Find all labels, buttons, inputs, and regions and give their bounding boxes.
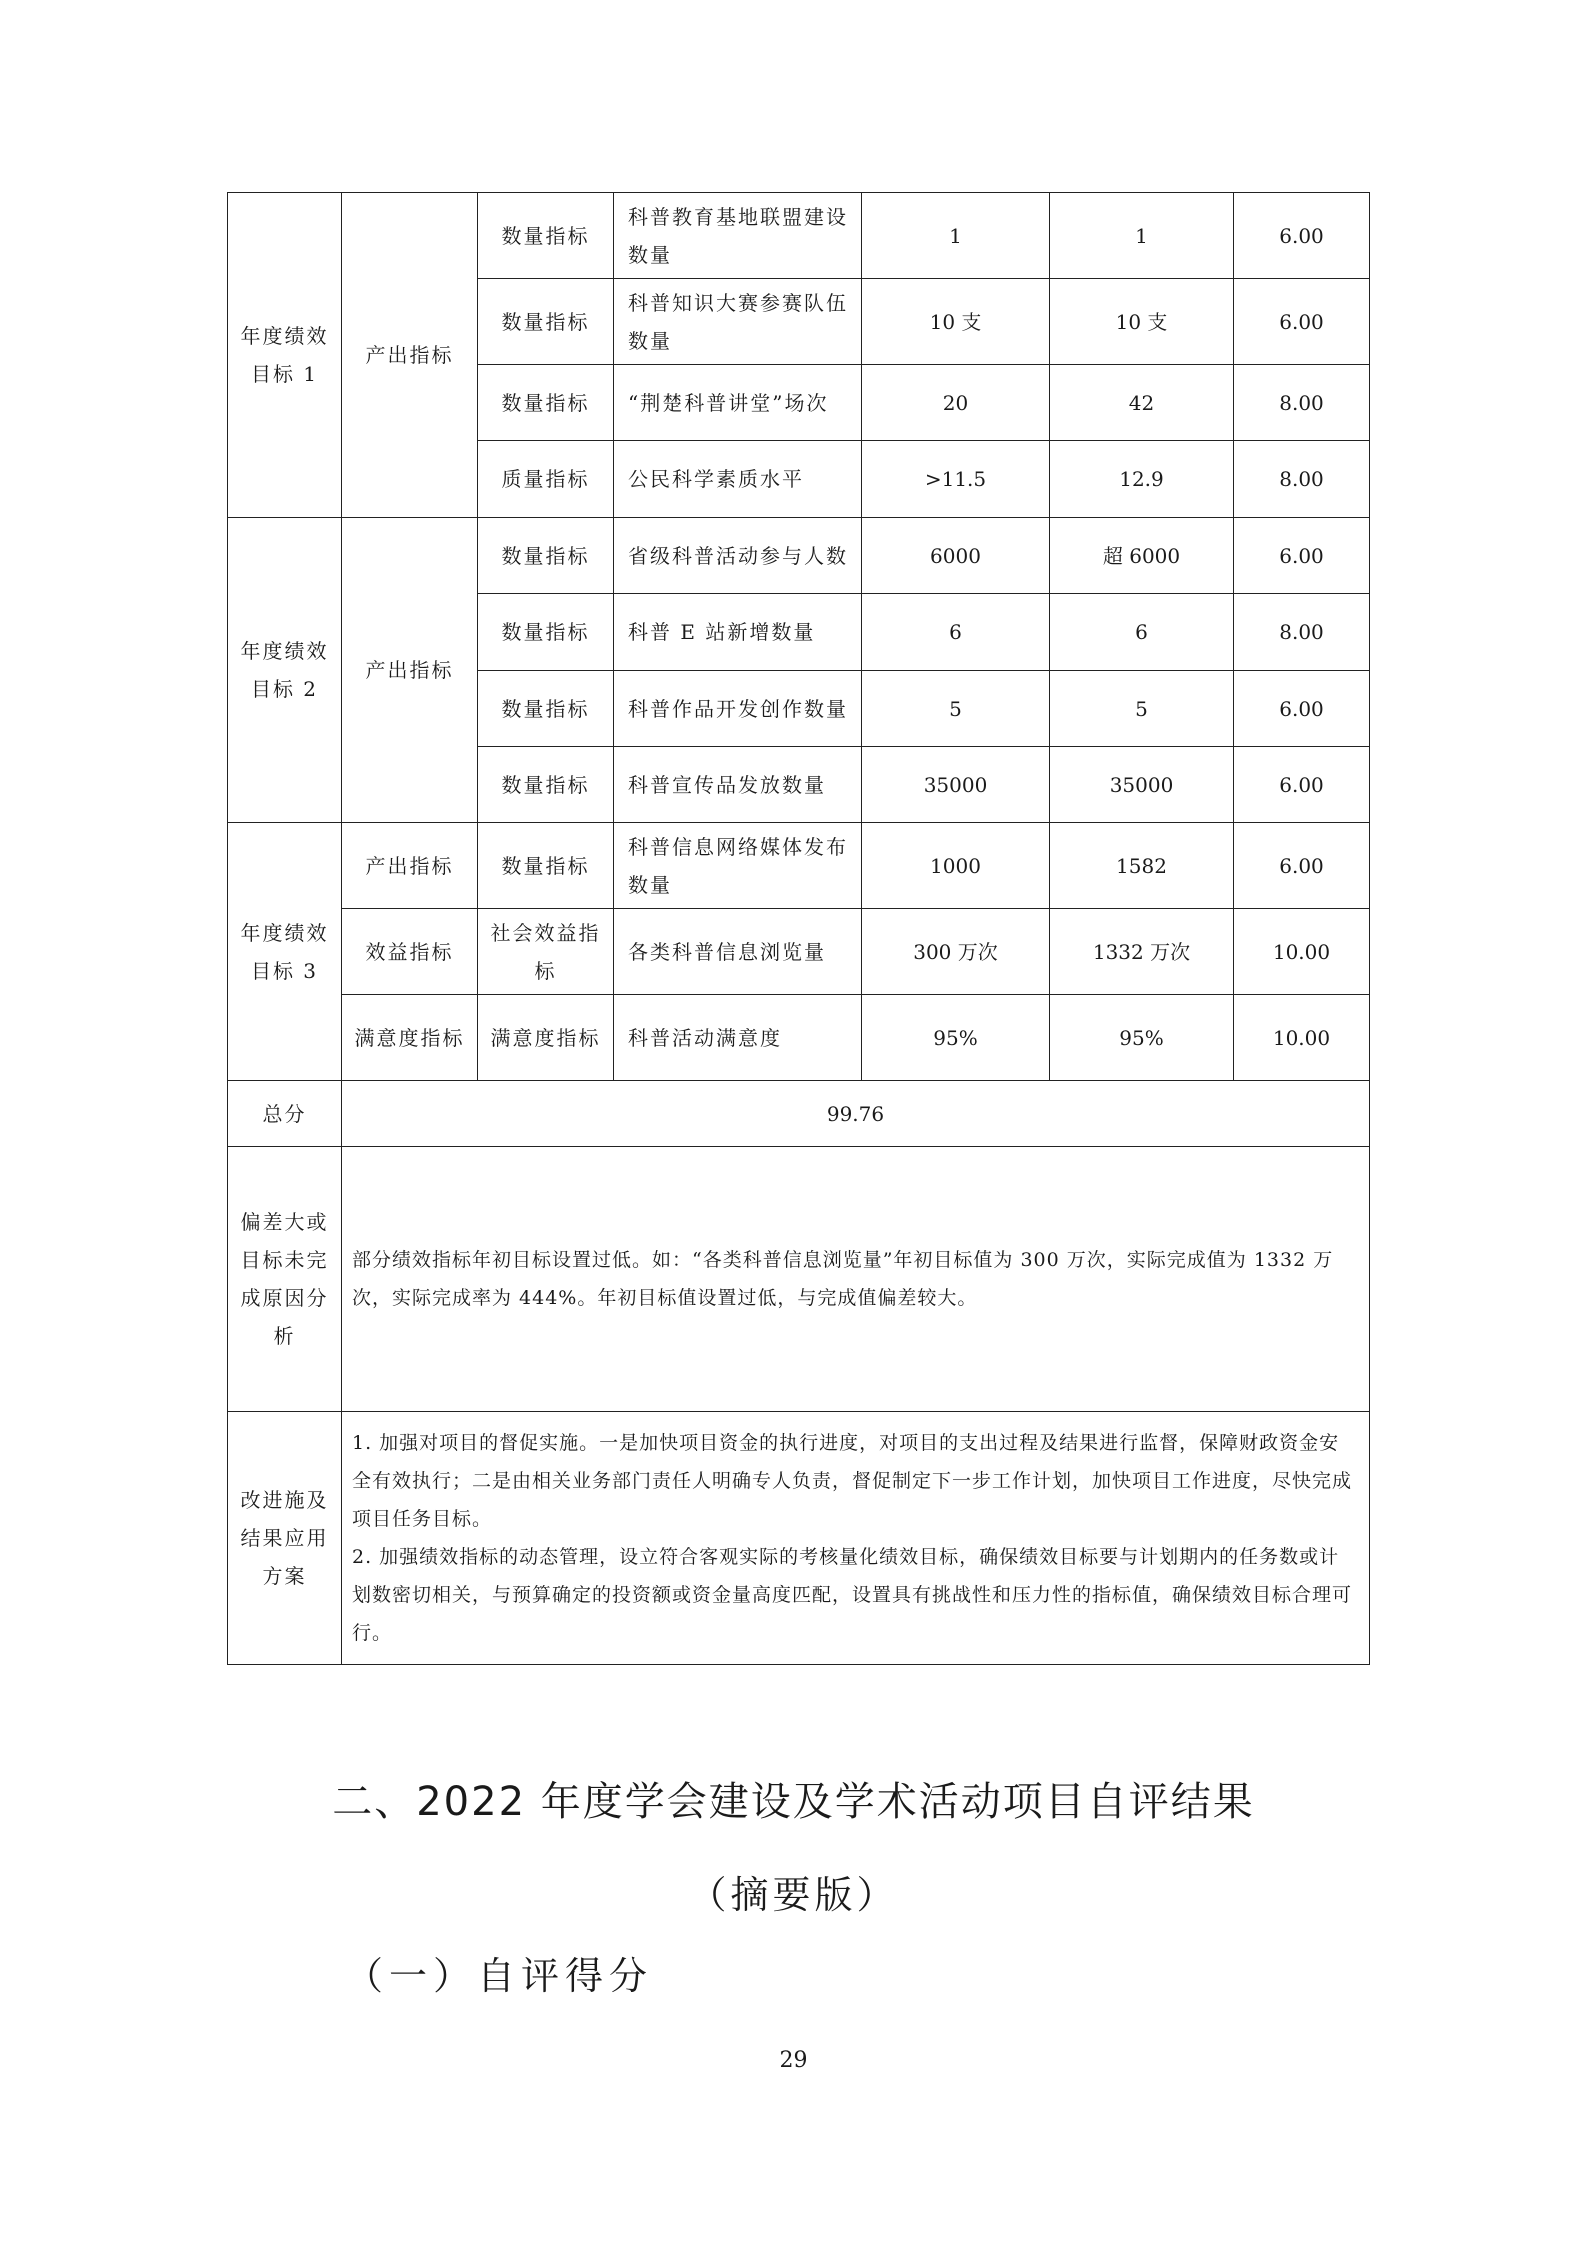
level2-indicator: 数量指标 <box>478 823 614 909</box>
page-number: 29 <box>779 2048 808 2073</box>
score-value: 6.00 <box>1234 193 1370 279</box>
target-value: 300 万次 <box>862 909 1050 995</box>
improvement-row <box>228 1412 1370 1665</box>
actual-value: 超 6000 <box>1050 518 1234 594</box>
indicator-name: 科普作品开发创作数量 <box>614 671 862 747</box>
actual-value: 10 支 <box>1050 279 1234 365</box>
improvement-label: 改进施及结果应用方案 <box>228 1412 342 1665</box>
actual-value: 12.9 <box>1050 441 1234 518</box>
level1-indicator: 产出指标 <box>342 193 478 518</box>
indicator-name: “荆楚科普讲堂”场次 <box>614 365 862 441</box>
indicator-name: 科普宣传品发放数量 <box>614 747 862 823</box>
level1-indicator: 效益指标 <box>342 909 478 995</box>
deviation-text: 部分绩效指标年初目标设置过低。如：“各类科普信息浏览量”年初目标值为 300 万次，实际完成值为 1332 万次，实际完成率为 444%。年初目标值设置过低，与完成值偏差较大。 <box>342 1147 1370 1412</box>
score-value: 8.00 <box>1234 594 1370 671</box>
deviation-label: 偏差大或目标未完成原因分析 <box>228 1147 342 1412</box>
level2-indicator: 数量指标 <box>478 279 614 365</box>
level2-indicator: 满意度指标 <box>478 995 614 1081</box>
score-value: 10.00 <box>1234 909 1370 995</box>
level2-indicator: 数量指标 <box>478 365 614 441</box>
actual-value: 6 <box>1050 594 1234 671</box>
level2-indicator: 社会效益指标 <box>478 909 614 995</box>
improvement-text <box>342 1412 1370 1665</box>
level2-indicator: 数量指标 <box>478 518 614 594</box>
level1-indicator: 产出指标 <box>342 518 478 823</box>
total-value: 99.76 <box>342 1081 1370 1147</box>
level2-indicator: 数量指标 <box>478 193 614 279</box>
total-row <box>228 1081 1370 1147</box>
level2-indicator: 数量指标 <box>478 594 614 671</box>
actual-value: 5 <box>1050 671 1234 747</box>
indicator-name: 科普信息网络媒体发布数量 <box>614 823 862 909</box>
score-value: 6.00 <box>1234 279 1370 365</box>
goal-label: 年度绩效目标 1 <box>228 193 342 518</box>
total-label: 总分 <box>228 1081 342 1147</box>
actual-value: 95% <box>1050 995 1234 1081</box>
target-value: 10 支 <box>862 279 1050 365</box>
table-row <box>228 518 1370 594</box>
level2-indicator: 数量指标 <box>478 747 614 823</box>
improvement-paragraph-1: 1. 加强对项目的督促实施。一是加快项目资金的执行进度，对项目的支出过程及结果进行监督，保障财政资金安全有效执行；二是由相关业务部门责任人明确专人负责，督促制定下一步工作计划，加快项目工作进度，尽快完成项目任务目标。 <box>352 1432 1353 1530</box>
target-value: 1000 <box>862 823 1050 909</box>
score-value: 6.00 <box>1234 823 1370 909</box>
indicator-name: 科普教育基地联盟建设数量 <box>614 193 862 279</box>
actual-value: 1332 万次 <box>1050 909 1234 995</box>
level1-indicator: 满意度指标 <box>342 995 478 1081</box>
target-value: 6000 <box>862 518 1050 594</box>
deviation-row <box>228 1147 1370 1412</box>
level2-indicator: 质量指标 <box>478 441 614 518</box>
subheading: （一）自评得分 <box>345 1954 654 1998</box>
score-value: 8.00 <box>1234 441 1370 518</box>
table-row <box>228 995 1370 1081</box>
goal-label: 年度绩效目标 3 <box>228 823 342 1081</box>
level2-indicator: 数量指标 <box>478 671 614 747</box>
target-value: 35000 <box>862 747 1050 823</box>
indicator-name: 科普活动满意度 <box>614 995 862 1081</box>
indicator-name: 各类科普信息浏览量 <box>614 909 862 995</box>
table-row <box>228 193 1370 279</box>
target-value: 95% <box>862 995 1050 1081</box>
target-value: 1 <box>862 193 1050 279</box>
indicator-name: 科普 E 站新增数量 <box>614 594 862 671</box>
target-value: 6 <box>862 594 1050 671</box>
actual-value: 42 <box>1050 365 1234 441</box>
target-value: 20 <box>862 365 1050 441</box>
table-row <box>228 909 1370 995</box>
indicator-name: 公民科学素质水平 <box>614 441 862 518</box>
actual-value: 1 <box>1050 193 1234 279</box>
table-row <box>228 823 1370 909</box>
score-value: 6.00 <box>1234 671 1370 747</box>
improvement-paragraph-2: 2. 加强绩效指标的动态管理，设立符合客观实际的考核量化绩效目标，确保绩效目标要与计划期内的任务数或计划数密切相关，与预算确定的投资额或资金量高度匹配，设置具有挑战性和压力性的指标值，确保绩效目标合理可行。 <box>352 1546 1353 1644</box>
indicator-name: 科普知识大赛参赛队伍数量 <box>614 279 862 365</box>
indicator-name: 省级科普活动参与人数 <box>614 518 862 594</box>
goal-label: 年度绩效目标 2 <box>228 518 342 823</box>
actual-value: 35000 <box>1050 747 1234 823</box>
target-value: >11.5 <box>862 441 1050 518</box>
target-value: 5 <box>862 671 1050 747</box>
performance-table <box>227 192 1370 1665</box>
score-value: 6.00 <box>1234 518 1370 594</box>
subtitle: （摘要版） <box>688 1873 899 1917</box>
actual-value: 1582 <box>1050 823 1234 909</box>
level1-indicator: 产出指标 <box>342 823 478 909</box>
section-title: 二、2022 年度学会建设及学术活动项目自评结果 <box>332 1779 1255 1825</box>
score-value: 6.00 <box>1234 747 1370 823</box>
score-value: 8.00 <box>1234 365 1370 441</box>
score-value: 10.00 <box>1234 995 1370 1081</box>
